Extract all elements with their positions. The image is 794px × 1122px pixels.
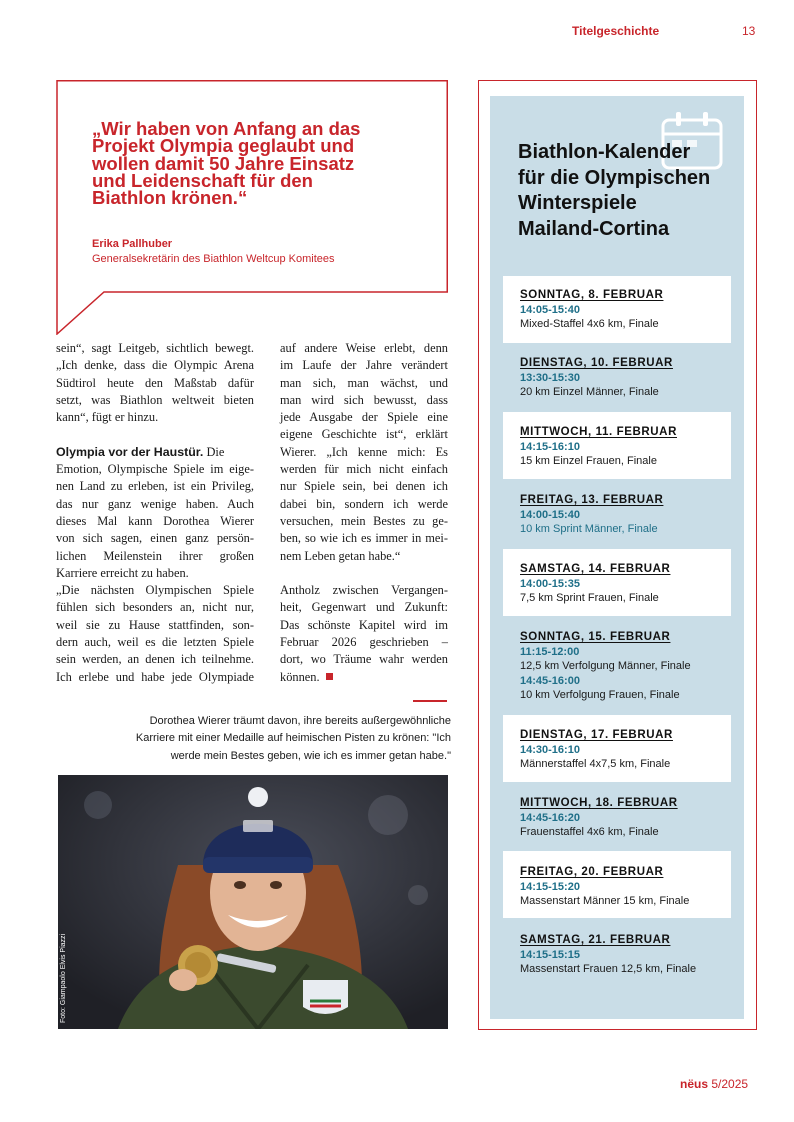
end-square-icon <box>326 673 333 680</box>
caption-rule <box>413 700 447 702</box>
text-line: versuchen, mein Bestes zu ge- <box>280 513 448 528</box>
calendar-day: MITTWOCH, 18. FEBRUAR <box>520 797 678 809</box>
photo-illustration <box>58 775 448 1029</box>
calendar-time: 14:45-16:00 <box>520 675 580 687</box>
text-line: von sich sagen, einen ganz persön- <box>56 531 254 546</box>
section-title: Titelgeschichte <box>572 24 660 38</box>
text-line: heit, Gegenwart und Zukunft: <box>280 600 448 615</box>
caption-line: Karriere mit einer Medaille auf heimischen Pisten zu krönen: "Ich <box>135 732 451 745</box>
text-line: Das schönste Kapitel wird im <box>280 617 448 632</box>
quote-text <box>92 118 412 209</box>
calendar-event: Massenstart Frauen 12,5 km, Finale <box>520 963 697 975</box>
pull-quote <box>56 80 448 335</box>
text-line: eigene Geschichte ist“, erklärt <box>280 427 448 442</box>
text-line: Südtirol heute den Maßstab dafür <box>56 375 254 390</box>
calendar-day: DIENSTAG, 17. FEBRUAR <box>520 729 673 741</box>
calendar-event: Mixed-Staffel 4x6 km, Finale <box>520 318 659 330</box>
calendar-event: 7,5 km Sprint Frauen, Finale <box>520 592 659 604</box>
text-line: auf andere Weise erlebt, denn <box>280 341 448 355</box>
calendar-day: SONNTAG, 8. FEBRUAR <box>520 289 664 301</box>
calendar-entry <box>520 563 732 607</box>
calendar-time: 14:45-16:20 <box>520 812 580 824</box>
text-line: „Ich denke, dass die Olympic Arena <box>56 358 254 373</box>
text-line: Antholz zwischen Vergangen- <box>280 583 448 598</box>
calendar-entry <box>520 797 732 841</box>
calendar-event: 12,5 km Verfolgung Männer, Finale <box>520 660 691 672</box>
quote-author: Erika Pallhuber <box>92 238 173 250</box>
article-column-1 <box>56 340 254 686</box>
text-line: sein werden, an denen ich teilnehme. <box>56 652 254 667</box>
text-line: Ich erlebe und habe jede Olympiade <box>56 669 254 684</box>
calendar-day: SONNTAG, 15. FEBRUAR <box>520 631 671 643</box>
calendar-event: 20 km Einzel Männer, Finale <box>520 386 659 398</box>
calendar-title-line: Biathlon-Kalender <box>518 141 691 163</box>
calendar-day: DIENSTAG, 10. FEBRUAR <box>520 357 673 369</box>
text-line: Wierer. „Ich kenne mich: Es <box>280 444 448 459</box>
text-line <box>280 669 448 686</box>
calendar-entry <box>520 866 732 910</box>
quote-line: wollen damit 50 Jahre Einsatz <box>92 152 355 174</box>
calendar-day: SAMSTAG, 21. FEBRUAR <box>520 934 671 946</box>
text-line: fühlen sich besonders an, nicht nur, <box>56 600 254 615</box>
text-line <box>56 444 254 461</box>
magazine-name: nëus <box>680 1077 709 1091</box>
calendar-event: 10 km Sprint Männer, Finale <box>520 523 658 535</box>
calendar-title-line: Winterspiele <box>518 192 637 214</box>
calendar-event: 10 km Verfolgung Frauen, Finale <box>520 689 680 701</box>
text-line: setzt, was Biathlon weltweit bieten <box>56 392 254 407</box>
footer <box>680 1077 748 1091</box>
calendar-entry <box>520 426 732 470</box>
text-line: dieses Mal kann Dorothea Wierer <box>56 513 254 528</box>
calendar-title-line: Mailand-Cortina <box>518 217 670 240</box>
issue-number: 5/2025 <box>711 1077 749 1091</box>
calendar-event: Männerstaffel 4x7,5 km, Finale <box>520 758 671 770</box>
text-line: im Laufe der Jahre verändert <box>280 358 448 373</box>
text-line: dern auch, weil es die letzten Spiele <box>56 635 254 650</box>
text-line: kann“, fügt er hinzu. <box>56 410 159 425</box>
calendar-title-line: für die Olympischen <box>518 166 711 189</box>
calendar-day: SAMSTAG, 14. FEBRUAR <box>520 563 671 575</box>
calendar-entry <box>520 934 732 978</box>
text-line: das nur ganz wenige haben. Auch <box>56 496 254 511</box>
calendar-time: 11:15-12:00 <box>520 646 580 658</box>
calendar-time: 14:00-15:35 <box>520 578 580 590</box>
quote-line: Projekt Olympia geglaubt und <box>92 135 355 157</box>
text-line: man wird sich bewusst, dass <box>280 392 448 407</box>
page-number: 13 <box>742 24 756 38</box>
text-line: lichen Meilenstein ihrer großen <box>56 548 254 563</box>
caption-line: Dorothea Wierer träumt davon, ihre bereits außergewöhnliche <box>149 715 451 727</box>
calendar-time: 14:15-15:20 <box>520 881 580 893</box>
text-fragment: Die <box>203 444 225 459</box>
text-line: jede Ausgabe der Spiele eine <box>280 410 448 425</box>
caption-line: werde mein Bestes geben, wie ich es immer getan habe." <box>170 749 451 762</box>
text-line: werden für mich nicht einfach <box>280 462 448 477</box>
text-line: „Die nächsten Olympischen Spiele <box>56 583 254 598</box>
calendar-time: 14:05-15:40 <box>520 304 580 316</box>
photo-credit: Foto: Giampaolo Elvis Piazzi <box>60 933 67 1023</box>
quote-line: Biathlon krönen.“ <box>92 187 248 209</box>
text-line: man sich, man wächst, und <box>280 375 448 390</box>
calendar-entry <box>520 494 732 538</box>
text-line: nur Spiele sein, bei denen ich <box>280 479 448 494</box>
calendar-entry <box>520 729 732 773</box>
calendar-event: Frauenstaffel 4x6 km, Finale <box>520 826 659 838</box>
quote-author-role: Generalsekretärin des Biathlon Weltcup Komitees <box>92 253 335 265</box>
calendar-entry <box>520 289 732 333</box>
quote-line: und Leidenschaft für den <box>92 169 313 191</box>
calendar-day: FREITAG, 20. FEBRUAR <box>520 866 664 878</box>
subheading: Olympia vor der Haustür. <box>56 444 204 459</box>
text-line: ben, so wie ich es immer in mei- <box>280 531 448 546</box>
calendar-time: 14:30-16:10 <box>520 744 580 756</box>
article-column-2 <box>280 340 448 686</box>
calendar-time: 14:15-15:15 <box>520 949 580 961</box>
quote-line: „Wir haben von Anfang an das <box>92 118 361 139</box>
athlete-photo <box>58 775 448 1029</box>
calendar-entry <box>520 357 732 401</box>
text-line: dabei bin, sondern ich werde <box>280 496 448 511</box>
calendar-entry <box>520 631 732 704</box>
calendar-event: 15 km Einzel Frauen, Finale <box>520 455 657 467</box>
text-line: Karriere erreicht zu haben. <box>56 565 189 580</box>
text-line: dort, wo Träume wahr werden <box>280 652 448 667</box>
calendar-event: Massenstart Männer 15 km, Finale <box>520 895 690 907</box>
text-line: sein“, sagt Leitgeb, sichtlich bewegt. <box>56 341 254 355</box>
calendar-time: 14:00-15:40 <box>520 509 580 521</box>
text-line: Februar 2026 geschrieben – <box>280 635 448 650</box>
text-line: weil sie zu Hause stattfinden, son- <box>56 617 254 632</box>
calendar-time: 13:30-15:30 <box>520 372 580 384</box>
calendar-day: FREITAG, 13. FEBRUAR <box>520 494 664 506</box>
text-line: nen Land zu erleben, ist ein Privileg, <box>56 479 254 494</box>
photo-caption <box>95 714 451 766</box>
calendar-day: MITTWOCH, 11. FEBRUAR <box>520 426 677 438</box>
text-fragment: können. <box>280 669 320 684</box>
calendar-time: 14:15-16:10 <box>520 441 580 453</box>
calendar-title <box>518 140 738 242</box>
text-line: nem Leben getan habe.“ <box>280 548 401 563</box>
text-line: Emotion, Olympische Spiele im eige- <box>56 462 254 477</box>
